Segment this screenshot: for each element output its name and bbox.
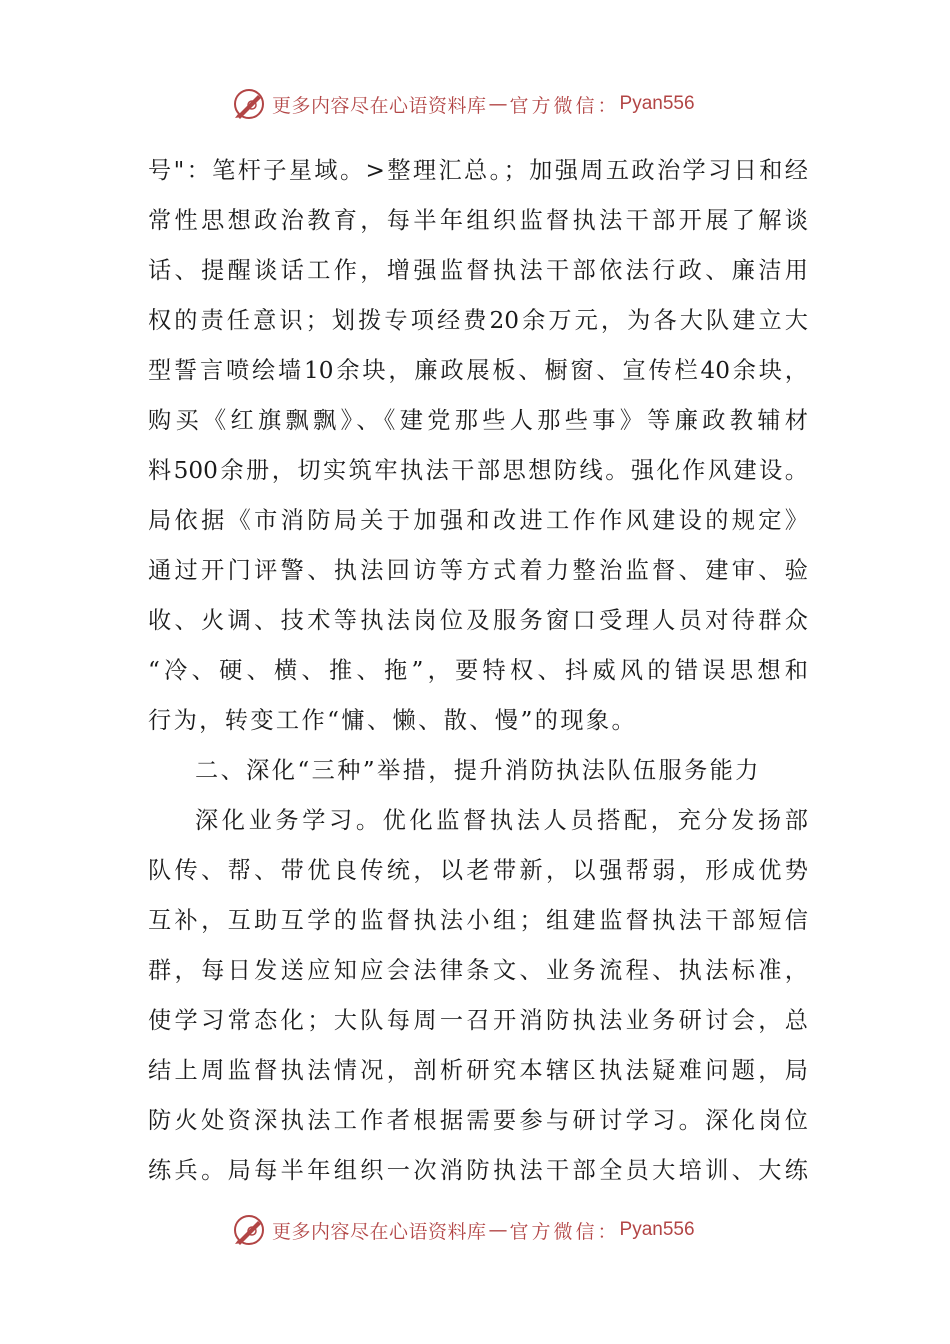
text-line: 权的责任意识；划拨专项经费20余万元，为各大队建立大	[148, 307, 808, 334]
pen-logo-icon	[232, 1213, 266, 1247]
text-line: 通过开门评警、执法回访等方式着力整治监督、建审、验	[148, 557, 808, 584]
text-line: 使学习常态化；大队每周一召开消防执法业务研讨会，总	[148, 1007, 808, 1034]
text-line: 练兵。局每半年组织一次消防执法干部全员大培训、大练	[148, 1157, 808, 1184]
text-line: 局依据《市消防局关于加强和改进工作作风建设的规定》	[148, 507, 808, 534]
text-line: 购买《红旗飘飘》、《建党那些人那些事》等廉政教辅材	[148, 407, 808, 434]
text-line: 收、火调、技术等执法岗位及服务窗口受理人员对待群众	[148, 607, 808, 634]
watermark-site-text: 更多内容尽在心语资料库	[272, 1220, 487, 1243]
pen-logo-icon	[232, 87, 266, 121]
text-line: 常性思想政治教育，每半年组织监督执法干部开展了解谈	[148, 207, 808, 234]
text-line: 深化业务学习。优化监督执法人员搭配，充分发扬部	[195, 807, 808, 834]
text-line: 结上周监督执法情况，剖析研究本辖区执法疑难问题，局	[148, 1057, 808, 1084]
header-watermark	[232, 86, 695, 122]
text-line: 话、提醒谈话工作，增强监督执法干部依法行政、廉洁用	[148, 257, 808, 284]
section-heading: 二、深化“三种”举措，提升消防执法队伍服务能力	[195, 757, 761, 784]
text-line: 号"：笔杆子星域。>整理汇总。；加强周五政治学习日和经	[148, 157, 808, 184]
watermark-wechat-id: Pyan556	[619, 1219, 695, 1240]
text-line: 群，每日发送应知应会法律条文、业务流程、执法标准，	[148, 957, 808, 984]
text-line: “冷、硬、横、推、拖”，要特权、抖威风的错误思想和	[148, 657, 808, 684]
text-line: 队传、帮、带优良传统，以老带新，以强帮弱，形成优势	[148, 857, 808, 884]
text-line: 行为，转变工作“慵、懒、散、慢”的现象。	[148, 707, 638, 734]
watermark-dash: —	[488, 93, 508, 115]
footer-watermark	[232, 1212, 695, 1248]
text-line: 互补，互助互学的监督执法小组；组建监督执法干部短信	[148, 907, 808, 934]
text-line: 料500余册，切实筑牢执法干部思想防线。强化作风建设。	[148, 457, 808, 484]
watermark-site-text: 更多内容尽在心语资料库	[272, 94, 487, 117]
text-line: 型誓言喷绘墙10余块，廉政展板、橱窗、宣传栏40余块，	[148, 357, 808, 384]
watermark-label: 官方微信：	[509, 1220, 620, 1243]
watermark-label: 官方微信：	[509, 94, 620, 117]
document-body	[148, 146, 808, 1196]
watermark-dash: —	[488, 1219, 508, 1241]
watermark-wechat-id: Pyan556	[619, 93, 695, 114]
text-line: 防火处资深执法工作者根据需要参与研讨学习。深化岗位	[148, 1107, 808, 1134]
